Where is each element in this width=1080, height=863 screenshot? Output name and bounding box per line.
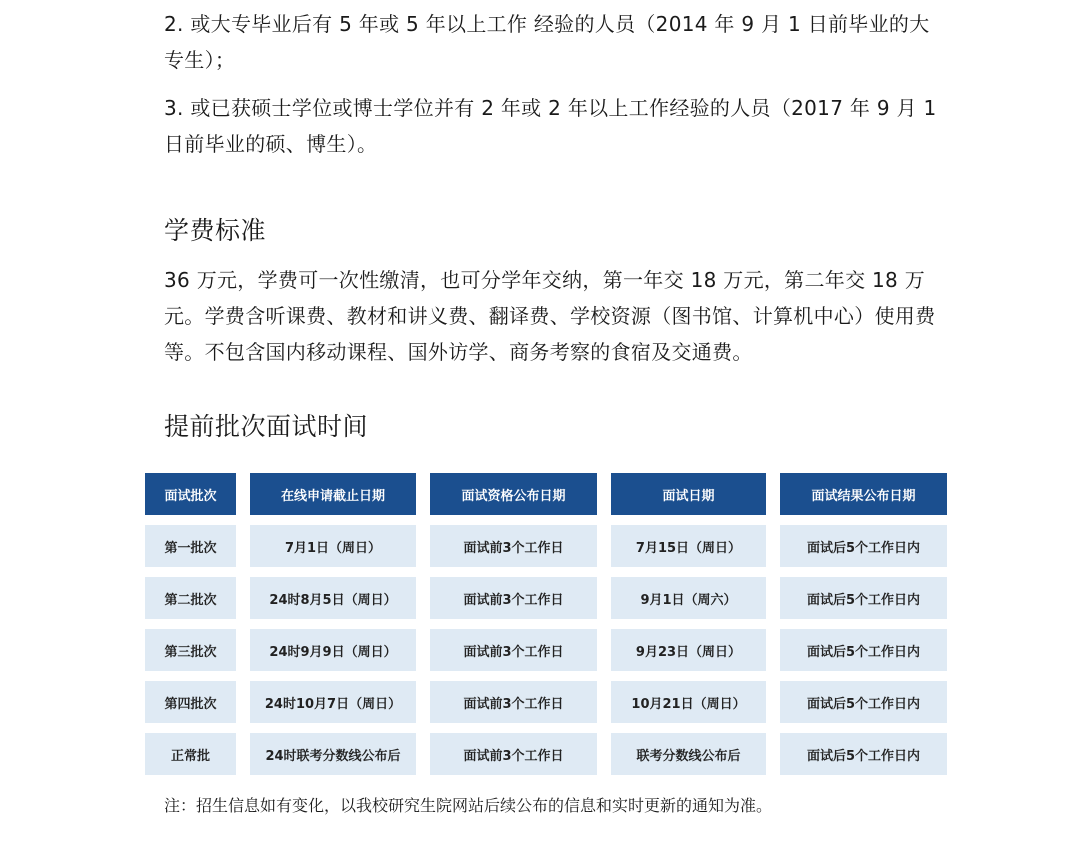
cell-application-deadline: 24时8月5日（周日） — [250, 577, 416, 619]
cell-result-date: 面试后5个工作日内 — [780, 733, 947, 775]
cell-qualification-date: 面试前3个工作日 — [430, 681, 597, 723]
interview-heading: 提前批次面试时间 — [164, 412, 369, 441]
requirement-item-3: 3. 或已获硕士学位或博士学位并有 2 年或 2 年以上工作经验的人员（2017 年 9 月 1 日前毕业的硕、博生）。 — [164, 96, 937, 156]
cell-application-deadline: 24时10月7日（周日） — [250, 681, 416, 723]
cell-qualification-date: 面试前3个工作日 — [430, 733, 597, 775]
cell-qualification-date: 面试前3个工作日 — [430, 577, 597, 619]
cell-interview-date: 9月1日（周六） — [611, 577, 766, 619]
header-batch: 面试批次 — [145, 473, 236, 515]
table-header-row — [145, 473, 947, 515]
interview-schedule-table — [145, 473, 947, 785]
table-row — [145, 629, 947, 671]
header-interview-date: 面试日期 — [611, 473, 766, 515]
cell-result-date: 面试后5个工作日内 — [780, 629, 947, 671]
table-row — [145, 525, 947, 567]
cell-interview-date: 7月15日（周日） — [611, 525, 766, 567]
cell-batch: 第一批次 — [145, 525, 236, 567]
footnote: 注：招生信息如有变化，以我校研究生院网站后续公布的信息和实时更新的通知为准。 — [164, 796, 773, 815]
tuition-text: 36 万元，学费可一次性缴清，也可分学年交纳，第一年交 18 万元，第二年交 18 万元。学费含听课费、教材和讲义费、翻译费、学校资源（图书馆、计算机中心）使用费等。不包含国内移动课程、国外访学、商务考察的食宿及交通费。 — [164, 268, 936, 364]
cell-batch: 第二批次 — [145, 577, 236, 619]
header-result-date: 面试结果公布日期 — [780, 473, 947, 515]
table-row — [145, 577, 947, 619]
cell-batch: 正常批 — [145, 733, 236, 775]
cell-result-date: 面试后5个工作日内 — [780, 525, 947, 567]
cell-result-date: 面试后5个工作日内 — [780, 577, 947, 619]
cell-qualification-date: 面试前3个工作日 — [430, 629, 597, 671]
cell-batch: 第三批次 — [145, 629, 236, 671]
cell-interview-date: 联考分数线公布后 — [611, 733, 766, 775]
cell-interview-date: 9月23日（周日） — [611, 629, 766, 671]
requirement-item-2: 2. 或大专毕业后有 5 年或 5 年以上工作 经验的人员（2014 年 9 月 1 日前毕业的大专生）； — [164, 12, 930, 72]
cell-interview-date: 10月21日（周日） — [611, 681, 766, 723]
cell-result-date: 面试后5个工作日内 — [780, 681, 947, 723]
cell-qualification-date: 面试前3个工作日 — [430, 525, 597, 567]
cell-application-deadline: 24时9月9日（周日） — [250, 629, 416, 671]
cell-batch: 第四批次 — [145, 681, 236, 723]
cell-application-deadline: 24时联考分数线公布后 — [250, 733, 416, 775]
table-row — [145, 681, 947, 723]
header-application-deadline: 在线申请截止日期 — [250, 473, 416, 515]
cell-application-deadline: 7月1日（周日） — [250, 525, 416, 567]
header-qualification-date: 面试资格公布日期 — [430, 473, 597, 515]
tuition-heading: 学费标准 — [164, 216, 267, 245]
table-row — [145, 733, 947, 775]
